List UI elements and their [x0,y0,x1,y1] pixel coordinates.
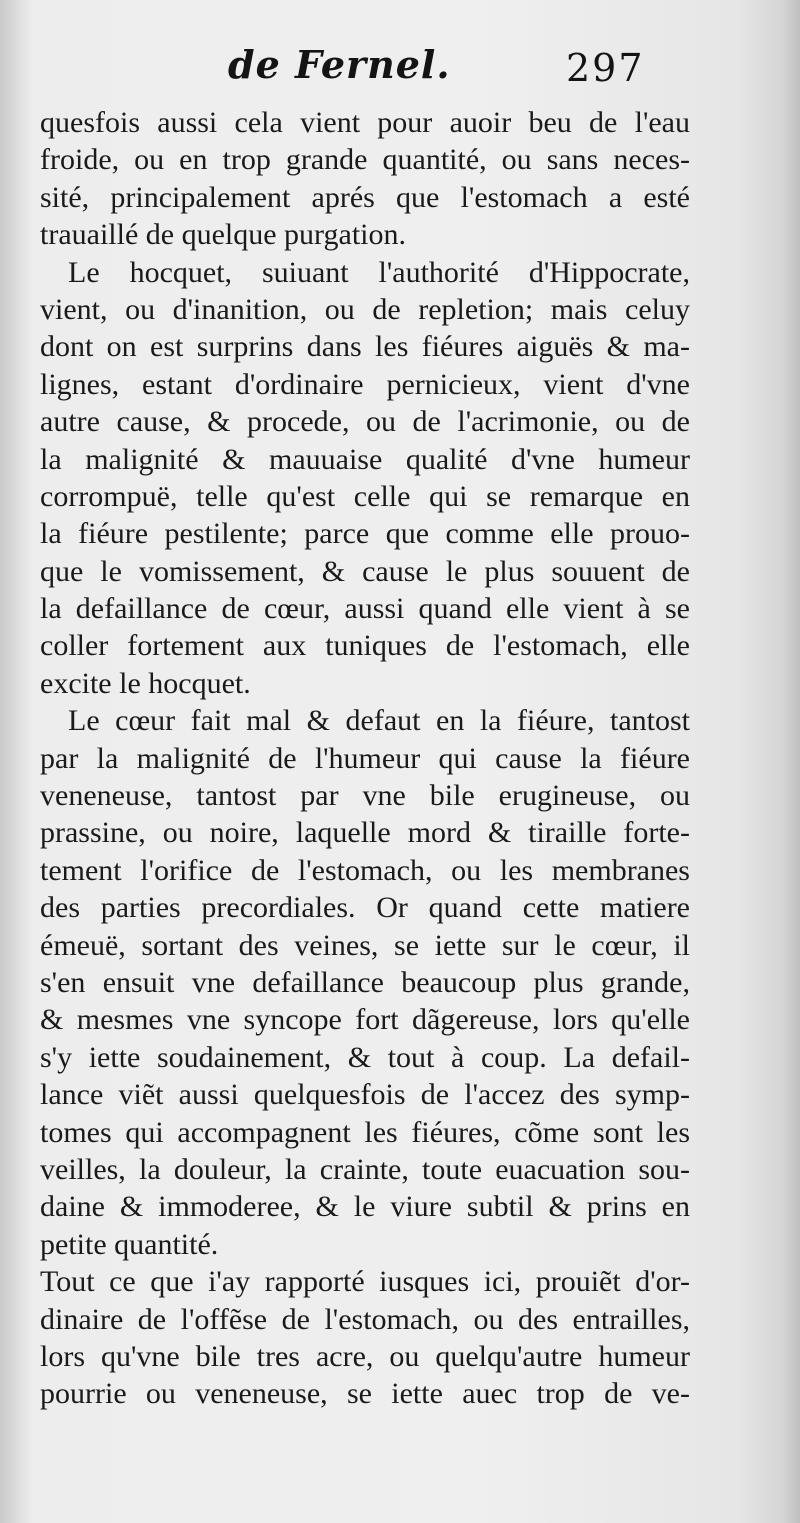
text-line: s'en ensuit vne defaillance beaucoup plus grande, [40,965,690,999]
text-line: veneneuse, tantost par vne bile erugineuse, ou [40,779,690,813]
paragraph-start-line: Le cœur fait mal & defaut en la fiéure, tantost [68,704,690,738]
text-line: émeuë, sortant des veines, se iette sur le cœur, il [40,928,690,962]
text-line: lignes, estant d'ordinaire pernicieux, vient d'vne [40,367,690,401]
page-number: 297 [566,46,645,90]
text-line: autre cause, & procede, ou de l'acrimonie, ou de [40,405,690,439]
text-line: la defaillance de cœur, aussi quand elle vient à se [40,592,690,626]
paragraph-start-line: Le hocquet, suiuant l'authorité d'Hippocrate, [68,255,690,289]
text-line: tement l'orifice de l'estomach, ou les membranes [40,853,690,887]
text-line: lance viẽt aussi quelquesfois de l'accez des symp- [40,1078,690,1112]
page-edge-shadow [782,0,800,1523]
text-line: prassine, ou noire, laquelle mord & tiraille forte- [40,816,690,850]
page-header [0,42,800,102]
text-line: pourrie ou veneneuse, se iette auec trop de ve- [40,1377,690,1411]
text-line: corrompuë, telle qu'est celle qui se remarque en [40,479,690,513]
text-line: veilles, la douleur, la crainte, toute euacuation sou- [40,1152,690,1186]
text-line: dont on est surprins dans les fiéures aiguës & ma- [40,330,690,364]
text-line: dinaire de l'offẽse de l'estomach, ou des entrailles, [40,1302,690,1336]
text-line: s'y iette soudainement, & tout à coup. La defail- [40,1040,690,1074]
paragraph-start-line: Tout ce que i'ay rapporté iusques ici, prouiẽt d'or- [40,1265,690,1299]
text-line: froide, ou en trop grande quantité, ou sans neces- [40,143,690,177]
text-line: la fiéure pestilente; parce que comme elle prouo- [40,517,690,551]
text-line: excite le hocquet. [40,666,251,700]
text-line: trauaillé de quelque purgation. [40,218,406,252]
text-line: sité, principalement aprés que l'estomach a esté [40,180,690,214]
text-line: tomes qui accompagnent les fiéures, cõme sont les [40,1115,690,1149]
text-line: quesfois aussi cela vient pour auoir beu de l'eau [40,106,690,139]
body-text [40,104,690,1413]
text-line: coller fortement aux tuniques de l'estomach, elle [40,629,690,663]
text-line: des parties precordiales. Or quand cette matiere [40,891,690,925]
running-title: de Fernel. [228,42,451,87]
text-line: daine & immoderee, & le viure subtil & prins en [40,1190,690,1224]
text-line: petite quantité. [40,1227,219,1261]
text-line: vient, ou d'inanition, ou de repletion; mais celuy [40,292,690,326]
text-line: lors qu'vne bile tres acre, ou quelqu'autre humeur [40,1339,690,1373]
text-line: la malignité & mauuaise qualité d'vne humeur [40,442,690,476]
text-line: que le vomissement, & cause le plus souuent de [40,554,690,588]
text-line: & mesmes vne syncope fort dãgereuse, lors qu'elle [40,1003,690,1037]
text-line: par la malignité de l'humeur qui cause la fiéure [40,741,690,775]
